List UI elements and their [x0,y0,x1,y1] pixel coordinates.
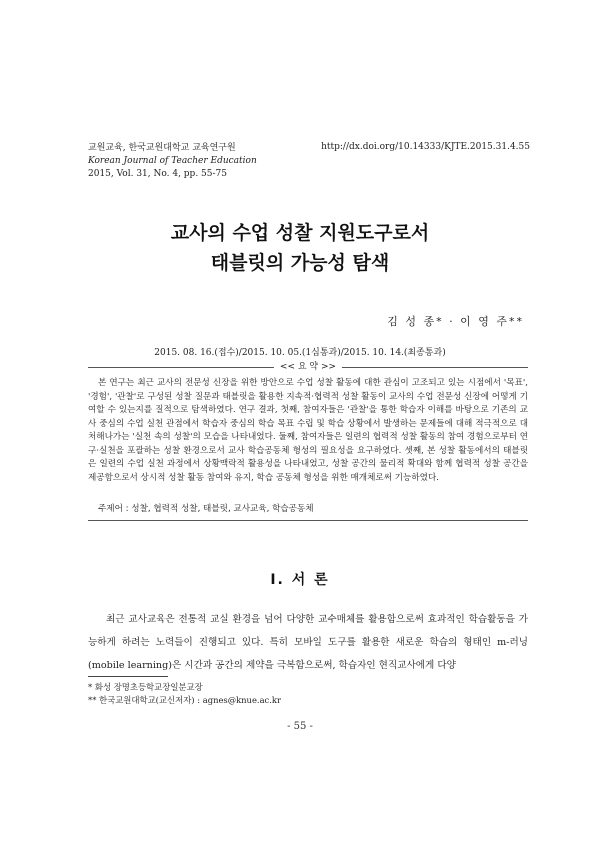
volume-info: 2015, Vol. 31, No. 4, pp. 55-75 [88,169,227,179]
journal-header [88,142,257,181]
title-line-2: 태블릿의 가능성 탐색 [210,252,390,274]
journal-name: Korean Journal of Teacher Education [88,156,257,166]
doi-link[interactable]: http://dx.doi.org/10.14333/KJTE.2015.31.4.55 [321,142,530,152]
abstract-text: 본 연구는 최근 교사의 전문성 신장을 위한 방안으로 수업 성찰 활동에 대한 관심이 고조되고 있는 시점에서 '목표', '경험', '관찰'로 구성된 성찰 질문과 태블릿을 활용한 지속적·협력적 성찰 활동이 교사의 수업 전문성 신장에 어떻게 기여할 수 있는지를 질적으로 탐색하였다. 연구 결과, 첫째, 참여자들은 '관찰'을 통한 학습자 이해를 바탕으로 기존의 교사 중심의 수업 실천 관점에서 학습자 중심의 학습 목표 수립 및 학습 상황에서 발생하는 문제들에 대해 적극적으로 대처해나가는 '실천 속의 성찰'의 모습을 나타내었다. 둘째, 참여자들은 일련의 협력적 성찰 활동의 참여 경험으로부터 연구·실천을 포괄하는 성찰 환경으로서 교사 학습공동체 형성의 필요성을 요구하였다. 셋째, 본 성찰 활동에서의 태블릿은 일련의 수업 실천 과정에서 상황맥락적 활용성을 나타내었고, 성찰 공간의 물리적 확대와 함께 협력적 성찰 공간을 제공함으로서 상시적 성찰 활동 참여와 유지, 학습 공동체 형성을 위한 매개체로써 기능하였다. [88,378,528,483]
title-line-1: 교사의 수업 성찰 지원도구로서 [170,222,430,244]
abstract-heading [88,360,528,374]
keywords: 주제어 : 성찰, 협력적 성찰, 태블릿, 교사교육, 학습공동체 [98,504,314,514]
footnote-2: ** 한국교원대학교(교신저자) : agnes@knue.ac.kr [88,695,281,705]
authors: 김 성 종* · 이 영 주** [387,315,524,328]
abstract-bottom-rule [88,520,528,521]
footnote-rule [88,676,168,677]
section-heading-introduction: Ⅰ. 서 론 [270,572,330,588]
page-number: - 55 - [287,721,313,732]
introduction-text: 최근 교사교육은 전통적 교실 환경을 넘어 다양한 교수매체를 활용함으로써 효과적인 학습활동을 가능하게 하려는 노력들이 진행되고 있다. 특히 모바일 도구를 활용한 새로운 학습의 형태인 m-러닝(mobile learning)은 시간과 공간의 제약을 극복함으로써, 학습자인 현직교사에게 다양 [88,614,528,671]
publisher: 교원교육, 한국교원대학교 교육연구원 [88,143,236,153]
abstract-heading-label: << 요 약 >> [274,360,342,374]
submission-dates: 2015. 08. 16.(접수)/2015. 10. 05.(1심통과)/2015. 10. 14.(최종통과) [154,348,446,358]
paper-title [0,218,600,278]
footnote-1: * 화성 장명초등학교장일분교장 [88,682,203,692]
footnotes [88,681,281,707]
